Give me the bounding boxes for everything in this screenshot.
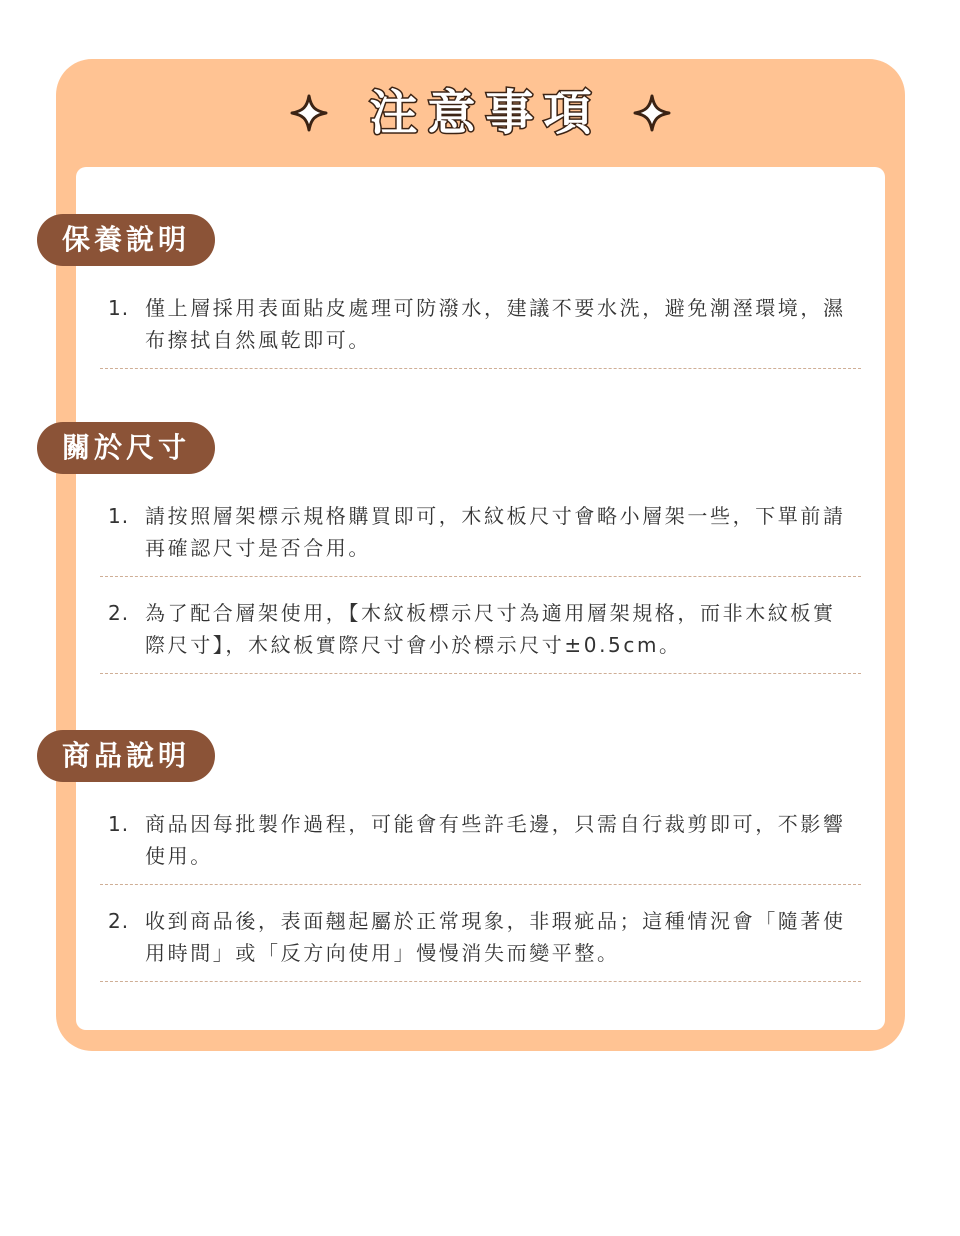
sparkle-icon [289,93,329,133]
section-label-care: 保養說明 [37,214,215,266]
notice-header [56,59,905,167]
item-text: 收到商品後，表面翹起屬於正常現象，非瑕疵品；這種情況會「隨著使用時間」或「反方向使用」慢慢消失而變平整。 [145,909,846,965]
list-item [100,282,861,369]
section-care-list [100,282,861,369]
sparkle-icon [632,93,672,133]
item-number: 2. [108,601,130,625]
item-text: 商品因每批製作過程，可能會有些許毛邊，只需自行裁剪即可，不影響使用。 [145,812,846,868]
list-item [100,587,861,674]
item-number: 2. [108,909,130,933]
section-product-list [100,798,861,982]
section-label-size: 關於尺寸 [37,422,215,474]
list-item [100,490,861,577]
section-size-list [100,490,861,674]
item-number: 1. [108,812,130,836]
list-item [100,798,861,885]
item-number: 1. [108,296,130,320]
page-title: 注意事項 [369,85,602,141]
item-text: 請按照層架標示規格購買即可，木紋板尺寸會略小層架一些，下單前請再確認尺寸是否合用。 [145,504,846,560]
item-number: 1. [108,504,130,528]
item-text: 為了配合層架使用，【木紋板標示尺寸為適用層架規格，而非木紋板實際尺寸】，木紋板實際尺寸會小於標示尺寸±0.5cm。 [145,601,836,657]
item-text: 僅上層採用表面貼皮處理可防潑水，建議不要水洗，避免潮溼環境，濕布擦拭自然風乾即可。 [145,296,846,352]
list-item [100,895,861,982]
section-label-product: 商品說明 [37,730,215,782]
